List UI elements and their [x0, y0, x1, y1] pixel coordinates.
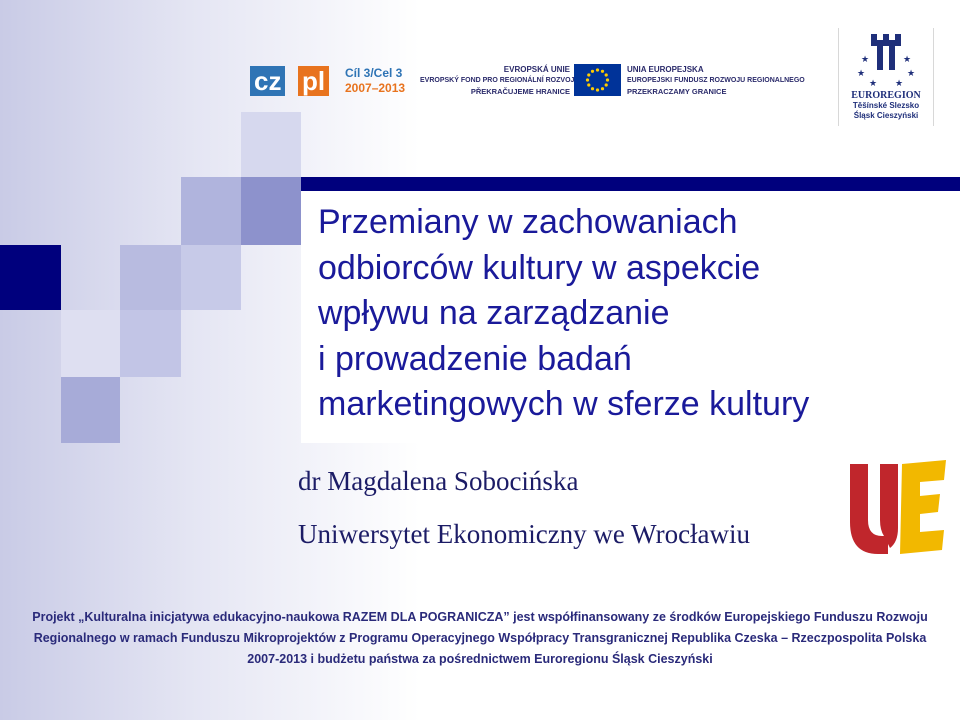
slide-title: Przemiany w zachowaniach odbiorców kultury w aspekcie wpływu na zarządzanie i prowadzenie badań marketingowych w sferze kultury [318, 203, 810, 423]
eu-pl-line2: EUROPEJSKI FUNDUSZ ROZWOJU REGIONALNEGO [627, 77, 805, 84]
author-name: dr Magdalena Sobocińska [298, 466, 579, 496]
eu-cz-text [420, 64, 575, 98]
eu-cz-line2: EVROPSKÝ FOND PRO REGIONÁLNÍ ROZVOJ [420, 77, 575, 84]
ue-university-logo [848, 458, 948, 558]
euroregion-name: EUROREGION [851, 90, 921, 101]
decor-square [241, 177, 301, 245]
decor-square [120, 245, 181, 310]
decor-square [241, 112, 301, 177]
eu-pl-text [627, 64, 805, 98]
eu-cz-line1: EVROPSKÁ UNIE [503, 65, 570, 74]
czpl-logo-cz: cz [250, 66, 285, 96]
euroregion-logo [838, 28, 934, 126]
euroregion-line2: Těšínské Slezsko [852, 101, 920, 110]
svg-text:★: ★ [895, 79, 904, 89]
project-note: Projekt „Kulturalna inicjatywa edukacyjno-naukowa RAZEM DLA POGRANICZA” jest współfinansowany ze środków Europejskiego Funduszu Rozwoju Regionalnego w ramach Funduszu Mikroprojektów z Programu Operacyjnego Współpracy Transgranicznej Republika Czeska – Rzeczpospolita Polska 2007-2013 i budżetu państwa za pośrednictwem Euroregionu Śląsk Cieszyński [32, 610, 928, 666]
euroregion-line3: Śląsk Cieszyński [853, 111, 919, 120]
eu-flag-icon [574, 64, 621, 96]
czpl-logo-years: 2007–2013 [345, 81, 406, 95]
decor-square [61, 377, 120, 443]
decor-square [181, 245, 241, 310]
eu-cz-line3: PŘEKRAČUJEME HRANICE [470, 87, 570, 96]
svg-text:★: ★ [903, 55, 912, 65]
czpl-logo [250, 64, 410, 98]
university-name: Uniwersytet Ekonomiczny we Wrocławiu [298, 519, 751, 549]
eu-pl-line1: UNIA EUROPEJSKA [627, 65, 704, 74]
svg-text:★: ★ [861, 55, 870, 65]
tower-icon [839, 30, 933, 90]
svg-text:★: ★ [907, 69, 916, 79]
svg-text:★: ★ [869, 79, 878, 89]
czpl-logo-pl: pl [298, 66, 329, 96]
decor-square [120, 310, 181, 377]
decor-square [181, 177, 241, 245]
decor-square [61, 310, 120, 377]
czpl-logo-cil: Cíl 3/Cel 3 [345, 66, 403, 80]
eu-pl-line3: PRZEKRACZAMY GRANICE [627, 87, 727, 96]
decor-square [0, 245, 61, 310]
svg-text:★: ★ [857, 69, 866, 79]
